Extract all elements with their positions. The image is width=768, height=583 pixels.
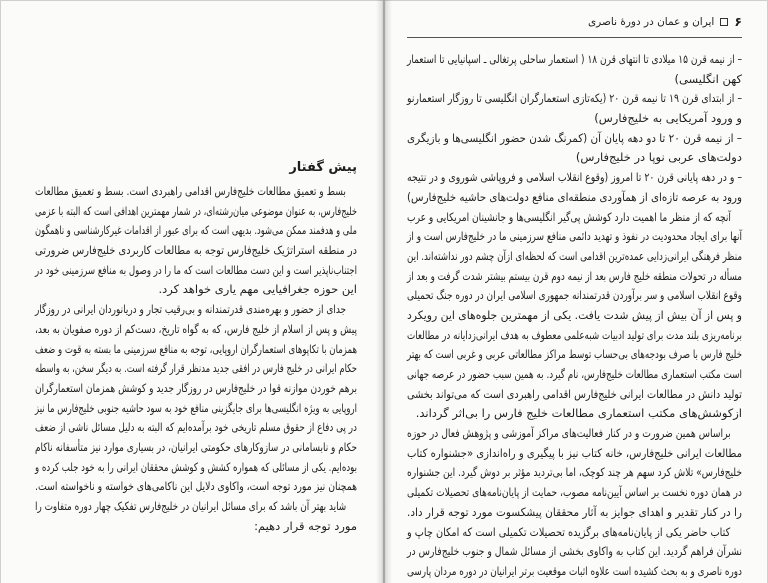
text-line: اروپایی به ویژه انگلیسی‌ها برای جایگزینی منافع خود به سود حاشیه جنوبی خلیج‌فارس ما نیز [34, 400, 357, 415]
text-line: خلیج فارس با صرف بودجه‌های بی‌حساب توسط مراکز مطالعاتی عربی و غربی است که بهتر [407, 347, 742, 362]
text-line: مسأله در تحولات منطقه خلیج فارس بعد از نیمه دوم قرن بیستم بیشتر شدت گرفت و بعد از [407, 268, 742, 283]
right-text-block [407, 50, 742, 582]
text-line: خلیج‌فارس» تلاش کرد سهم هر چند کوچک، اما بی‌تردید مؤثر بر دوش گیرد. این جشنواره [407, 465, 742, 480]
left-page [1, 1, 383, 583]
text-line: کتاب حاضر یکی از پایان‌نامه‌های برگزیده تحصیلات تکمیلی است که امکان چاپ و [407, 524, 731, 539]
text-line: خلیج‌فارس، به عنوان موضوعی میان‌رشته‌ای، در شمار مهمترین اهدافی است که البته با عزمی [35, 203, 358, 218]
paragraph [407, 523, 742, 582]
text-line: این حوزه جغرافیایی مهم یاری خواهد کرد. [158, 282, 357, 297]
text-line: آنها برای ایجاد محدودیت در نفوذ و تهدید دائمی منافع سرزمینی ما در خلیج‌فارس است و از [407, 229, 742, 244]
text-line: است مکتب استعماری مطالعات خلیج‌فارس، نام گیرد. به همین سبب حضور در عرصه جهانی [407, 367, 742, 381]
text-line: مورد توجه قرار دهیم: [254, 518, 357, 533]
text-line: دولت‌های عربی نوپا در خلیج‌فارس) [575, 150, 742, 165]
running-head-title: ایران و عمان در دورهٔ ناصری [587, 16, 715, 28]
book-spine [376, 0, 392, 583]
paragraph [35, 182, 357, 300]
text-line: همزمان با تکاپوهای استعمارگران اروپایی، توجه به منافع سرزمینی ما بسته به قوت و ضعف [35, 341, 358, 356]
text-line: اجتناب‌ناپذیر است و این دست مطالعات است که ما را در وصول به منافع سرزمینی خود در [35, 262, 358, 277]
text-line: شاید بهتر آن باشد که برای مسائل ایرانیان در خلیج‌فارس تفکیک چهار دوره متفاوت را [34, 499, 347, 513]
text-line: براساس همین ضرورت و در کنار فعالیت‌های مراکز آموزشی و پژوهش فعال در حوزه [407, 426, 731, 441]
text-line: مطالعات ایرانی خلیج‌فارس، خانه کتاب نیز با پیگیری و راه‌اندازی «جشنواره کتاب [407, 445, 742, 460]
running-head [588, 13, 742, 31]
page-number: ۶ [734, 14, 742, 29]
text-line: در منطقه استراتژیک خلیج‌فارس توجه به مطالعات کاربردی خلیج‌فارس ضرورتی [35, 243, 358, 258]
text-line: ملی و هدفمند ممکن می‌شود. بدیهی است که برای عبور از اقدامات غیرکارشناسی و ناهمگون [34, 223, 357, 238]
paragraph [407, 208, 742, 425]
text-line: ازکوشش‌های مکتب استعماری مطالعات خلیج فارس را بی‌اثر گرداند. [415, 406, 742, 421]
text-line: در همان دوره نخست بر اساس آیین‌نامه مصوب، حمایت از پایان‌نامه‌های تحصیلات تکمیلی [407, 485, 742, 500]
list-item [407, 129, 742, 168]
section-title: پیش گفتار [289, 160, 357, 175]
text-line: منظر فرهنگی ایرانی‌زدایی عمده‌ترین اقدامی است که لحظه‌ای ازآن چشم دور نداشته‌اند. این [407, 248, 742, 263]
text-line: – از نیمه قرن ۱۵ میلادی تا انتهای قرن ۱۸ ( استعمار ساحلی پرتغالی ـ اسپانیایی تا استعمار [407, 52, 742, 66]
text-line: جدای از حضور و بهره‌مندی قدرتمندانه و بی‌رقیب تجار و دریانوردان ایرانی در روزگار [35, 302, 347, 317]
paragraph [407, 424, 742, 522]
left-text-block [35, 182, 357, 536]
text-line: پیش و پس از اسلام از خلیج فارس، که به گواه تاریخ، دست‌کم از دوره صفویان به بعد، [35, 321, 357, 336]
text-line: و ورود آمریکایی به خلیج‌فارس) [594, 111, 742, 126]
paragraph [35, 300, 357, 497]
text-line: کهن انگلیسی) [674, 71, 742, 86]
text-line: حکام و نابسامانی در سازوکارهای حکومتی ایرانیان، در بسیاری موارد نیز متأسفانه ناکام [34, 439, 357, 454]
right-page [385, 1, 767, 583]
text-line: بوده‌ایم. یکی از مسائلی که همواره کشش و کوشش محققان ایرانی را به خود جلب کرده و [34, 459, 357, 474]
text-line: دوره ناصری و به بحث کشیده است علاوه اثبات موقعیت برتر ایرانیان در دوره مردان پارسی [407, 563, 742, 578]
list-item [407, 168, 742, 207]
list-item [407, 89, 742, 128]
text-line: و پس از آن بیش از پیش شدت یافت. یکی از مهمترین جلوه‌های این رویکرد [407, 307, 742, 322]
square-ornament-icon [720, 18, 728, 26]
text-line: – از نیمه قرن ۲۰ تا دو دهه پایان آن (کمرنگ شدن حضور انگلیسی‌ها و بازیگری [407, 130, 742, 145]
text-line: ورود به عرصه تازه‌ای از همآوردی منطقه‌ای منافع دولت‌های حاشیه خلیج‌فارس) [407, 189, 742, 204]
text-line: آنچه که از منظر ما اهمیت دارد کوشش پی‌گیر انگلیسی‌ها و جانشینان امریکایی و عرب [407, 209, 731, 224]
text-line: تولید دانش در مطالعات ایرانی خلیج‌فارس اقدامی راهبردی است که می‌تواند بخشی [407, 386, 742, 401]
list-item [407, 50, 742, 89]
text-line: حکام ایرانی در خلیج فارس در افقی جدید مدنظر قرار گرفته است. به دیگر سخن، به واسطه [34, 361, 357, 376]
text-line: وقوع انقلاب اسلامی و سر برآوردن قدرتمندانه جمهوری اسلامی ایران در دوره جنگ تحمیلی [407, 288, 742, 303]
text-line: – و در دهه پایانی قرن ۲۰ تا امروز (وقوع انقلاب اسلامی و فروپاشی شوروی و در نتیجه [407, 170, 742, 185]
text-line: بسط و تعمیق مطالعات خلیج‌فارس اقدامی راهبردی است. بسط و تعمیق مطالعات [35, 184, 346, 198]
text-line: نشرآن فراهم گردید. این کتاب به واکاوی بخشی از مسائل شمال و جنوب خلیج‌فارس در [407, 544, 742, 559]
text-line: را در کنار تقدیر و اهدای جوایز به آثار محققان پیشکسوت مورد توجه قرار داد. [407, 504, 742, 519]
text-line: همچنان نیز مورد توجه است، واکاوی دلایل این ناکامی‌های خواسته و ناخواسته است. [34, 479, 357, 494]
text-line: برهم خوردن موازنه قوا در خلیج‌فارس در روزگار جدید و کوشش همزمان استعمارگران [35, 380, 357, 395]
text-line: برنامه‌ریزی بلند مدت برای تولید ادبیات شبه‌علمی معطوف به هدف ایرانی‌زدایانه در مطالعات [407, 327, 742, 342]
paragraph [35, 497, 357, 536]
text-line: در پی دفاع از حقوق مسلم تاریخی خود برآمده‌ایم که البته به دلیل مسائل ناشی از ضعف [35, 420, 357, 435]
text-line: – از ابتدای قرن ۱۹ تا نیمه قرن ۲۰ (یکه‌تازی استعمارگران انگلیسی تا روزگار استعمارنو [407, 91, 742, 106]
header-rule [407, 37, 742, 38]
